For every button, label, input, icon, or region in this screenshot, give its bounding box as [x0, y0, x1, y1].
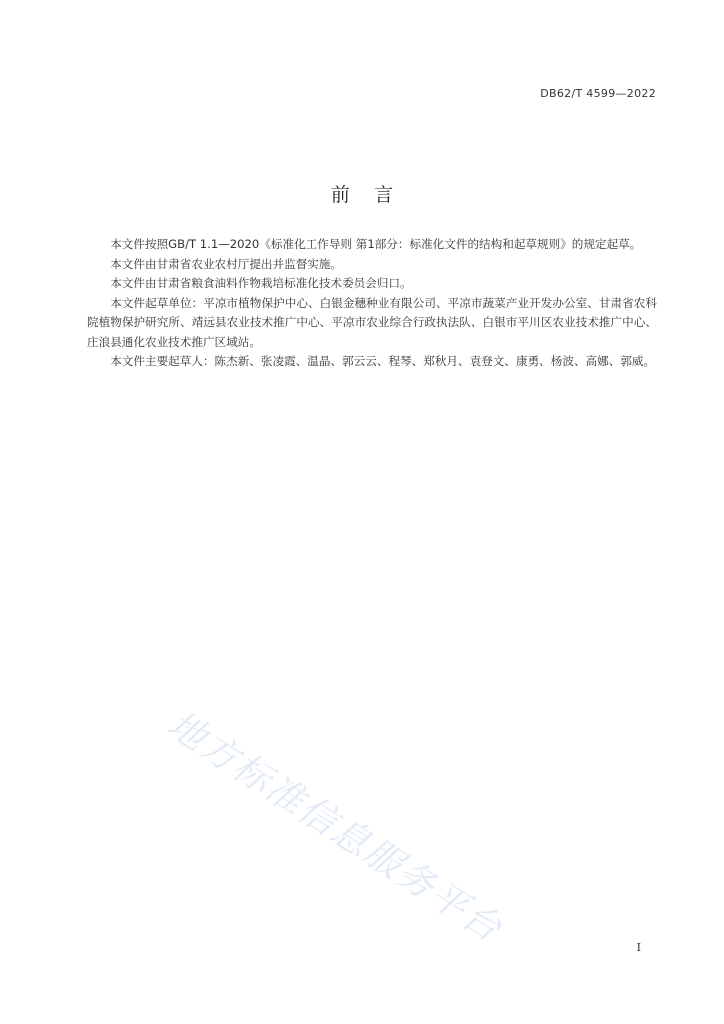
preface-body [87, 235, 657, 372]
paragraph-committee: 本文件由甘肃省粮食油料作物栽培标准化技术委员会归口。 [110, 276, 412, 290]
paragraph-drafting-rules: 本文件按照GB/T 1.1—2020《标准化工作导则 第1部分：标准化文件的结构和起草规则》的规定起草。 [110, 237, 642, 251]
document-code: DB62/T 4599—2022 [540, 87, 656, 100]
paragraph-drafting-units: 本文件起草单位：平凉市植物保护中心、白银金穗种业有限公司、平凉市蔬菜产业开发办公室、甘肃省农科院植物保护研究所、靖远县农业技术推广中心、平凉市农业综合行政执法队、白银市平川区农业技术推广中心、庄浪县通化农业技术推广区域站。 [87, 295, 657, 349]
paragraph-proposer: 本文件由甘肃省农业农村厅提出并监督实施。 [110, 256, 343, 271]
page-title: 前 言 [330, 184, 394, 206]
watermark: 地方标准信息服务平台 [159, 702, 511, 952]
page-number: I [636, 941, 641, 954]
paragraph-drafters: 本文件主要起草人：陈杰新、张凌霞、温晶、郭云云、程琴、郑秋月、袁登文、康勇、杨波、高娜、郭威。 [110, 354, 656, 368]
